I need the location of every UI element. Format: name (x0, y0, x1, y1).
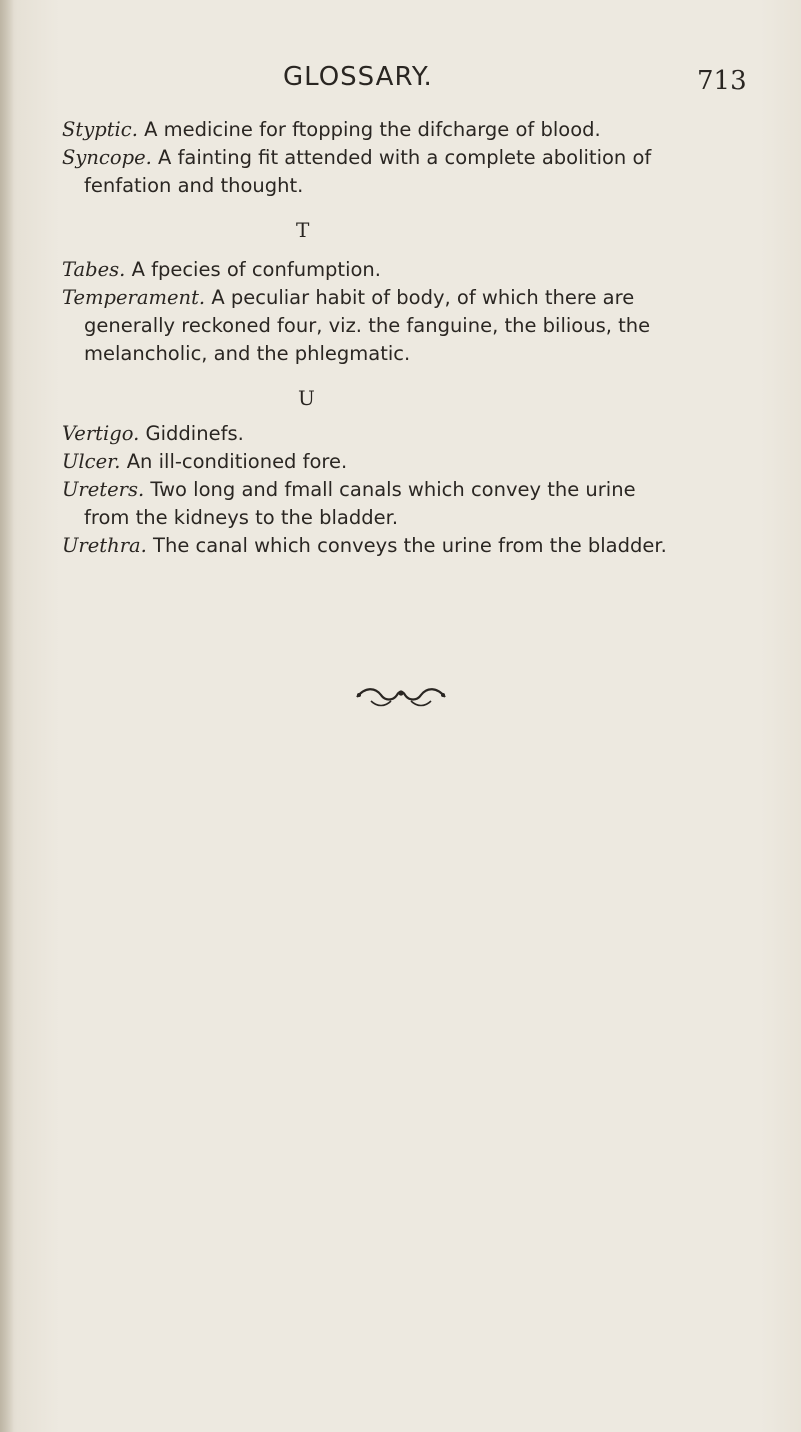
glossary-entry (62, 144, 762, 200)
entry-definition: A fainting fit attended with a complete abolition of (158, 146, 652, 169)
entry-definition: A fpecies of confumption. (131, 258, 381, 281)
glossary-entry (62, 284, 762, 368)
entry-term: Vertigo. (62, 422, 140, 445)
glossary-entry (62, 448, 762, 476)
entry-continuation: fenfation and thought. (84, 174, 304, 197)
glossary-entry (62, 256, 762, 284)
entry-term: Temperament. (62, 286, 206, 309)
entry-definition: The canal which conveys the urine from the bladder. (153, 534, 667, 557)
entry-term: Tabes. (62, 258, 126, 281)
printers-flourish-ornament-icon (351, 683, 451, 711)
section-letter-t: T (296, 218, 310, 242)
entry-continuation: from the kidneys to the bladder. (84, 506, 399, 529)
glossary-entry (62, 476, 762, 532)
running-head: GLOSSARY. (283, 62, 433, 92)
glossary-entry (62, 116, 762, 144)
entry-continuation: generally reckoned four, viz. the fanguine, the bilious, the (84, 314, 651, 337)
entry-term: Syncope. (62, 146, 152, 169)
page-header (0, 62, 801, 102)
entry-term: Ulcer. (62, 450, 121, 473)
entry-definition: Giddinefs. (145, 422, 244, 445)
entry-definition: An ill-conditioned fore. (126, 450, 348, 473)
entry-definition: Two long and fmall canals which convey the urine (150, 478, 636, 501)
entry-term: Styptic. (62, 118, 138, 141)
entry-continuation: melancholic, and the phlegmatic. (84, 342, 411, 365)
page-number: 713 (697, 66, 747, 96)
glossary-entry (62, 532, 762, 560)
entry-definition: A peculiar habit of body, of which there are (211, 286, 635, 309)
section-letter-u: U (298, 386, 315, 410)
entry-term: Ureters. (62, 478, 145, 501)
entry-term: Urethra. (62, 534, 147, 557)
page-gutter (0, 0, 14, 1432)
entry-definition: A medicine for ftopping the difcharge of blood. (144, 118, 601, 141)
glossary-entry (62, 420, 762, 448)
